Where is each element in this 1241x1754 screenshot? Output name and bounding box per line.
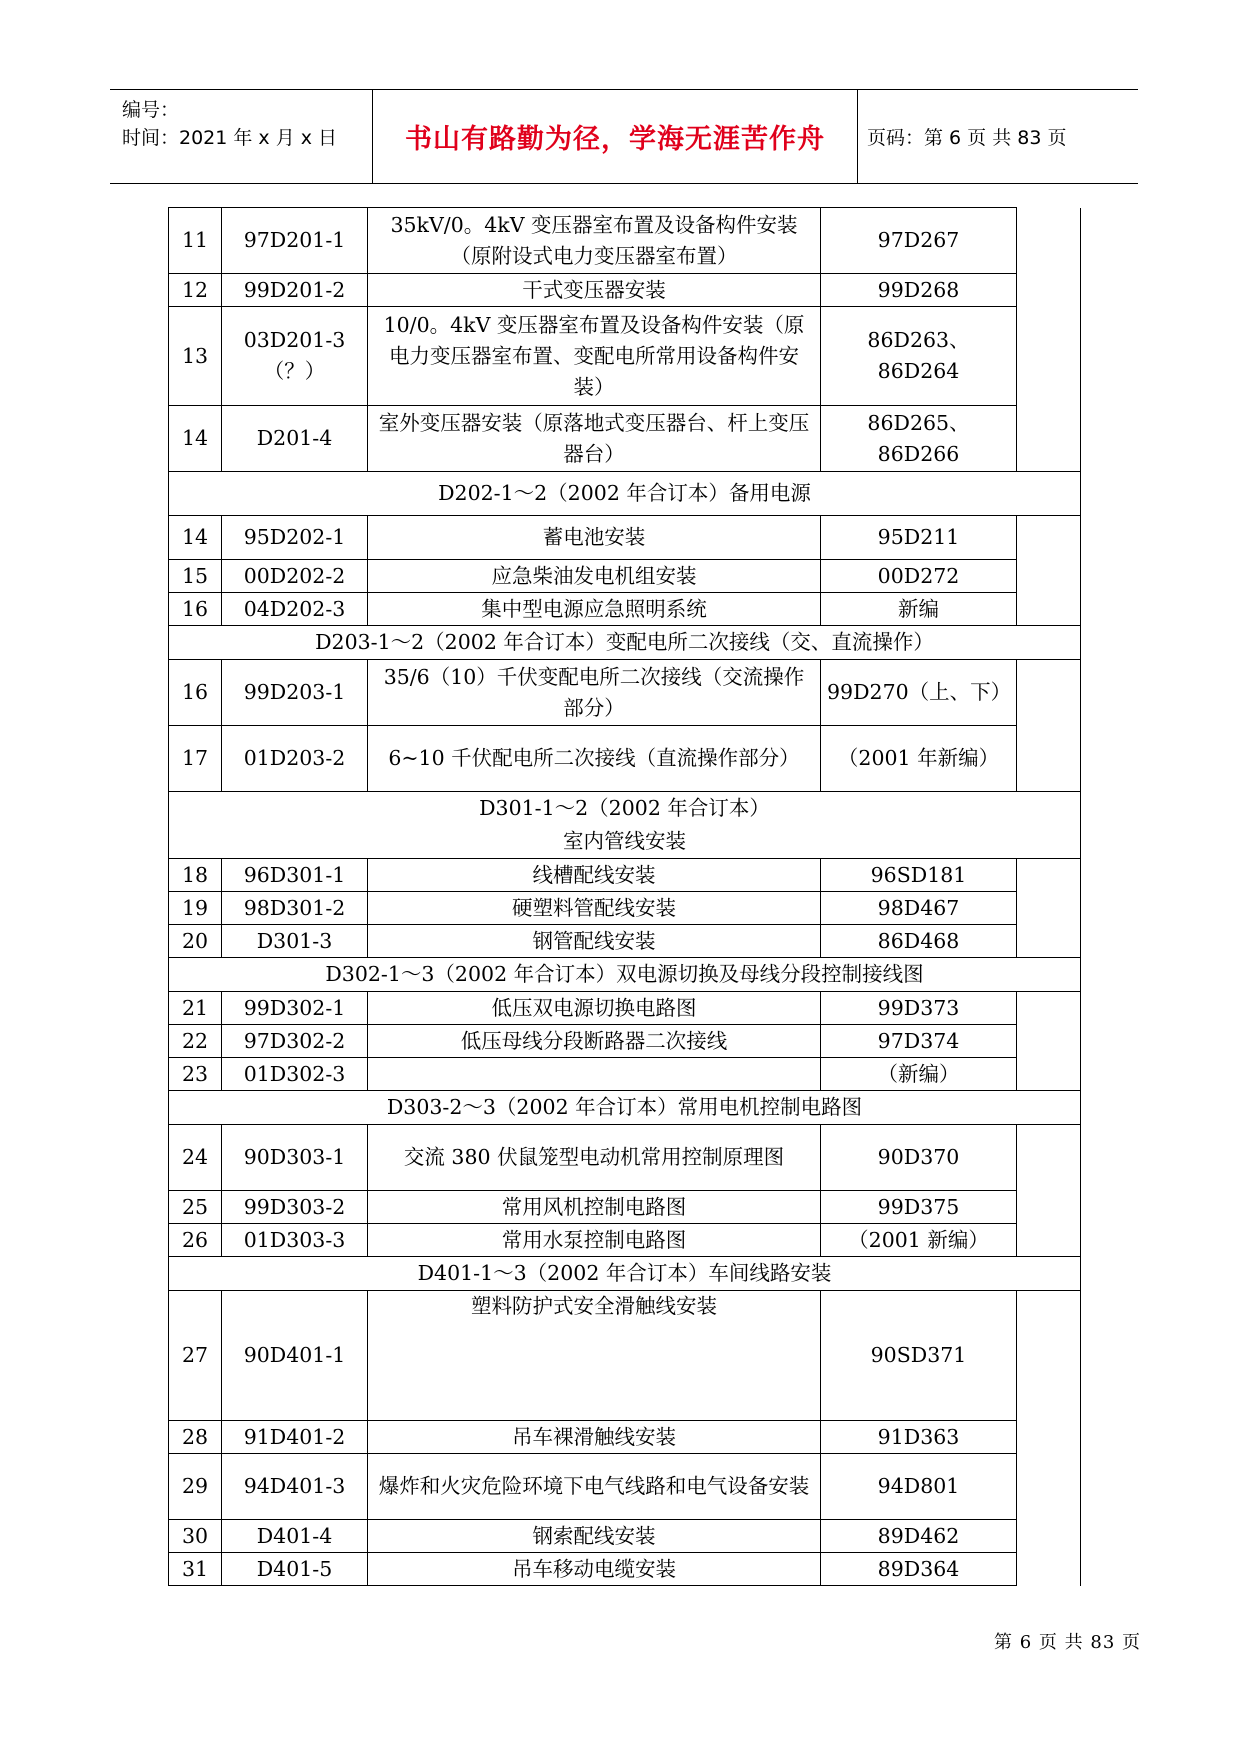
atlas-title-cell: 35/6（10）千伏变配电所二次接线（交流操作部分） bbox=[368, 660, 821, 726]
replaced-code-cell: 89D462 bbox=[821, 1520, 1017, 1553]
table-row bbox=[169, 1553, 1081, 1586]
atlas-code-cell: 04D202-3 bbox=[222, 593, 368, 626]
atlas-title-cell: 6~10 千伏配电所二次接线（直流操作部分） bbox=[368, 726, 821, 792]
atlas-title-cell: 集中型电源应急照明系统 bbox=[368, 593, 821, 626]
page-header bbox=[110, 89, 1138, 184]
atlas-title-cell: 室外变压器安装（原落地式变压器台、杆上变压器台） bbox=[368, 406, 821, 472]
remarks-cell bbox=[1017, 208, 1081, 274]
replaced-code-cell: 89D364 bbox=[821, 1553, 1017, 1586]
replaced-code-cell: 99D268 bbox=[821, 274, 1017, 307]
table-row bbox=[169, 516, 1081, 560]
remarks-cell bbox=[1017, 892, 1081, 925]
section-header-row bbox=[169, 472, 1081, 516]
replaced-code-cell: 99D373 bbox=[821, 992, 1017, 1025]
remarks-cell bbox=[1017, 1224, 1081, 1257]
table-row bbox=[169, 1025, 1081, 1058]
header-page-number: 页码：第 6 页 共 83 页 bbox=[867, 127, 1067, 149]
table-row bbox=[169, 859, 1081, 892]
replaced-code-cell: 86D468 bbox=[821, 925, 1017, 958]
row-number-cell: 23 bbox=[169, 1058, 222, 1091]
atlas-code-cell: D401-4 bbox=[222, 1520, 368, 1553]
row-number-cell: 21 bbox=[169, 992, 222, 1025]
row-number-cell: 14 bbox=[169, 516, 222, 560]
table-row bbox=[169, 560, 1081, 593]
atlas-code-cell: 00D202-2 bbox=[222, 560, 368, 593]
row-number-cell: 22 bbox=[169, 1025, 222, 1058]
replaced-code-cell: 99D375 bbox=[821, 1191, 1017, 1224]
remarks-cell bbox=[1017, 307, 1081, 406]
atlas-code-cell: 97D302-2 bbox=[222, 1025, 368, 1058]
atlas-code-cell: 99D302-1 bbox=[222, 992, 368, 1025]
table-row bbox=[169, 660, 1081, 726]
section-header-row bbox=[169, 792, 1081, 859]
section-title bbox=[169, 792, 1081, 859]
replaced-code-cell: 91D363 bbox=[821, 1421, 1017, 1454]
table-row bbox=[169, 1191, 1081, 1224]
remarks-cell bbox=[1017, 516, 1081, 560]
atlas-title-cell bbox=[368, 1058, 821, 1091]
row-number-cell: 27 bbox=[169, 1291, 222, 1421]
atlas-title-cell: 常用水泵控制电路图 bbox=[368, 1224, 821, 1257]
row-number-cell: 26 bbox=[169, 1224, 222, 1257]
atlas-code-cell: 99D303-2 bbox=[222, 1191, 368, 1224]
remarks-cell bbox=[1017, 925, 1081, 958]
section-title bbox=[169, 1257, 1081, 1291]
row-number-cell: 12 bbox=[169, 274, 222, 307]
table-row bbox=[169, 1520, 1081, 1553]
replaced-code-cell: 00D272 bbox=[821, 560, 1017, 593]
replaced-code-cell: 90SD371 bbox=[821, 1291, 1017, 1421]
section-header-row bbox=[169, 958, 1081, 992]
atlas-title-cell: 钢索配线安装 bbox=[368, 1520, 821, 1553]
remarks-cell bbox=[1017, 1454, 1081, 1520]
section-title-line: D401-1～3（2002 年合订本）车间线路安装 bbox=[417, 1261, 832, 1285]
atlas-title-cell: 吊车移动电缆安装 bbox=[368, 1553, 821, 1586]
section-title bbox=[169, 1091, 1081, 1125]
replaced-code-cell: 94D801 bbox=[821, 1454, 1017, 1520]
table-row bbox=[169, 406, 1081, 472]
atlas-title-cell: 吊车裸滑触线安装 bbox=[368, 1421, 821, 1454]
section-title bbox=[169, 626, 1081, 660]
row-number-cell: 25 bbox=[169, 1191, 222, 1224]
table-row bbox=[169, 1125, 1081, 1191]
atlas-code-cell: 91D401-2 bbox=[222, 1421, 368, 1454]
atlas-code-cell: D201-4 bbox=[222, 406, 368, 472]
section-title-line: D302-1～3（2002 年合订本）双电源切换及母线分段控制接线图 bbox=[325, 962, 924, 986]
atlas-code-cell: 90D303-1 bbox=[222, 1125, 368, 1191]
row-number-cell: 14 bbox=[169, 406, 222, 472]
atlas-title-cell: 10/0。4kV 变压器室布置及设备构件安装（原电力变压器室布置、变配电所常用设备构件安装） bbox=[368, 307, 821, 406]
table-row bbox=[169, 992, 1081, 1025]
remarks-cell bbox=[1017, 560, 1081, 593]
table-row bbox=[169, 1291, 1081, 1421]
atlas-title-cell: 35kV/0。4kV 变压器室布置及设备构件安装（原附设式电力变压器室布置） bbox=[368, 208, 821, 274]
remarks-cell bbox=[1017, 274, 1081, 307]
section-title-line: D301-1～2（2002 年合订本） bbox=[479, 796, 770, 820]
atlas-title-cell: 常用风机控制电路图 bbox=[368, 1191, 821, 1224]
remarks-cell bbox=[1017, 1421, 1081, 1454]
section-title-line: D203-1～2（2002 年合订本）变配电所二次接线（交、直流操作） bbox=[315, 630, 934, 654]
remarks-cell bbox=[1017, 406, 1081, 472]
row-number-cell: 24 bbox=[169, 1125, 222, 1191]
section-header-row bbox=[169, 1257, 1081, 1291]
atlas-title-cell: 塑料防护式安全滑触线安装 bbox=[368, 1291, 821, 1421]
remarks-cell bbox=[1017, 660, 1081, 726]
table-row bbox=[169, 726, 1081, 792]
replaced-code-cell: 96SD181 bbox=[821, 859, 1017, 892]
atlas-title-cell: 钢管配线安装 bbox=[368, 925, 821, 958]
replaced-code-cell: 86D263、86D264 bbox=[821, 307, 1017, 406]
atlas-title-cell: 蓄电池安装 bbox=[368, 516, 821, 560]
remarks-cell bbox=[1017, 859, 1081, 892]
atlas-code-cell: 03D201-3（？） bbox=[222, 307, 368, 406]
atlas-code-cell: 01D303-3 bbox=[222, 1224, 368, 1257]
row-number-cell: 13 bbox=[169, 307, 222, 406]
page-footer: 第 6 页 共 83 页 bbox=[994, 1632, 1141, 1653]
atlas-title-cell: 硬塑料管配线安装 bbox=[368, 892, 821, 925]
replaced-code-cell: 90D370 bbox=[821, 1125, 1017, 1191]
replaced-code-cell: 99D270（上、下） bbox=[821, 660, 1017, 726]
motto-text: 书山有路勤为径，学海无涯苦作舟 bbox=[405, 124, 825, 155]
document-date: 时间：2021 年 x 月 x 日 bbox=[122, 127, 338, 149]
replaced-code-cell: 97D267 bbox=[821, 208, 1017, 274]
table-row bbox=[169, 925, 1081, 958]
table-row bbox=[169, 274, 1081, 307]
replaced-code-cell: （2001 新编） bbox=[821, 1224, 1017, 1257]
atlas-title-cell: 线槽配线安装 bbox=[368, 859, 821, 892]
atlas-title-cell: 干式变压器安装 bbox=[368, 274, 821, 307]
replaced-code-cell: （2001 年新编） bbox=[821, 726, 1017, 792]
table-row bbox=[169, 307, 1081, 406]
row-number-cell: 29 bbox=[169, 1454, 222, 1520]
standards-table bbox=[168, 207, 1081, 1586]
atlas-title-cell: 爆炸和火灾危险环境下电气线路和电气设备安装 bbox=[368, 1454, 821, 1520]
atlas-code-cell: 01D203-2 bbox=[222, 726, 368, 792]
section-header-row bbox=[169, 626, 1081, 660]
section-title-line: D303-2～3（2002 年合订本）常用电机控制电路图 bbox=[386, 1095, 863, 1119]
table-row bbox=[169, 1421, 1081, 1454]
table-row bbox=[169, 208, 1081, 274]
replaced-code-cell: 97D374 bbox=[821, 1025, 1017, 1058]
atlas-code-cell: D301-3 bbox=[222, 925, 368, 958]
row-number-cell: 16 bbox=[169, 660, 222, 726]
section-title bbox=[169, 958, 1081, 992]
standards-table-body bbox=[169, 208, 1081, 1586]
atlas-title-cell: 低压双电源切换电路图 bbox=[368, 992, 821, 1025]
replaced-code-cell: 95D211 bbox=[821, 516, 1017, 560]
table-row bbox=[169, 892, 1081, 925]
remarks-cell bbox=[1017, 1520, 1081, 1553]
atlas-code-cell: 97D201-1 bbox=[222, 208, 368, 274]
atlas-code-cell: 90D401-1 bbox=[222, 1291, 368, 1421]
section-title-line: D202-1～2（2002 年合订本）备用电源 bbox=[438, 481, 811, 505]
atlas-title-cell: 交流 380 伏鼠笼型电动机常用控制原理图 bbox=[368, 1125, 821, 1191]
atlas-code-cell: 96D301-1 bbox=[222, 859, 368, 892]
row-number-cell: 30 bbox=[169, 1520, 222, 1553]
remarks-cell bbox=[1017, 726, 1081, 792]
row-number-cell: 19 bbox=[169, 892, 222, 925]
replaced-code-cell: 98D467 bbox=[821, 892, 1017, 925]
atlas-code-cell: 98D301-2 bbox=[222, 892, 368, 925]
table-row bbox=[169, 1224, 1081, 1257]
row-number-cell: 16 bbox=[169, 593, 222, 626]
table-row bbox=[169, 593, 1081, 626]
row-number-cell: 28 bbox=[169, 1421, 222, 1454]
atlas-code-cell: 99D201-2 bbox=[222, 274, 368, 307]
atlas-title-cell: 低压母线分段断路器二次接线 bbox=[368, 1025, 821, 1058]
atlas-title-cell: 应急柴油发电机组安装 bbox=[368, 560, 821, 593]
atlas-code-cell: 01D302-3 bbox=[222, 1058, 368, 1091]
row-number-cell: 17 bbox=[169, 726, 222, 792]
atlas-code-cell: 99D203-1 bbox=[222, 660, 368, 726]
row-number-cell: 15 bbox=[169, 560, 222, 593]
atlas-code-cell: 95D202-1 bbox=[222, 516, 368, 560]
remarks-cell bbox=[1017, 1025, 1081, 1058]
table-row bbox=[169, 1058, 1081, 1091]
replaced-code-cell: 新编 bbox=[821, 593, 1017, 626]
remarks-cell bbox=[1017, 1191, 1081, 1224]
remarks-cell bbox=[1017, 1125, 1081, 1191]
remarks-cell bbox=[1017, 1058, 1081, 1091]
row-number-cell: 20 bbox=[169, 925, 222, 958]
row-number-cell: 18 bbox=[169, 859, 222, 892]
remarks-cell bbox=[1017, 1291, 1081, 1421]
atlas-code-cell: 94D401-3 bbox=[222, 1454, 368, 1520]
row-number-cell: 11 bbox=[169, 208, 222, 274]
section-subtitle-line: 室内管线安装 bbox=[563, 829, 686, 853]
replaced-code-cell: （新编） bbox=[821, 1058, 1017, 1091]
remarks-cell bbox=[1017, 593, 1081, 626]
header-motto-cell bbox=[372, 90, 858, 183]
atlas-code-cell: D401-5 bbox=[222, 1553, 368, 1586]
remarks-cell bbox=[1017, 1553, 1081, 1586]
replaced-code-cell: 86D265、86D266 bbox=[821, 406, 1017, 472]
section-title bbox=[169, 472, 1081, 516]
document-number: 编号： bbox=[122, 99, 180, 121]
row-number-cell: 31 bbox=[169, 1553, 222, 1586]
section-header-row bbox=[169, 1091, 1081, 1125]
table-row bbox=[169, 1454, 1081, 1520]
remarks-cell bbox=[1017, 992, 1081, 1025]
header-left bbox=[122, 96, 382, 152]
